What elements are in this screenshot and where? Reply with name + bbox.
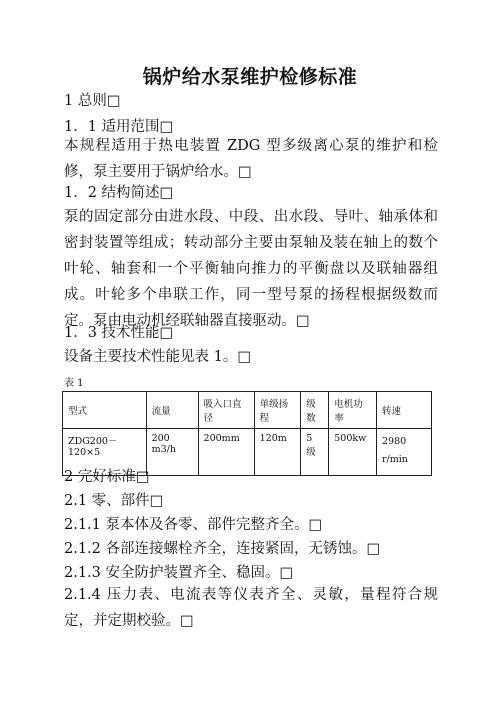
header-cell: 流量 bbox=[146, 392, 198, 429]
table-cell: 500kw bbox=[329, 429, 377, 476]
header-cell: 级数 bbox=[301, 392, 329, 429]
header-cell: 型式 bbox=[63, 392, 147, 429]
table-cell: 120m bbox=[254, 429, 301, 476]
section-1-3-heading: 1．3 技术性能□ bbox=[64, 325, 174, 341]
header-cell: 电机功率 bbox=[329, 392, 377, 429]
structure-paragraph: 泵的固定部分由进水段、中段、出水段、导叶、轴承体和密封装置等组成；转动部分主要由泵轴及装在轴上的数个叶轮、轴套和一个平衡轴向推力的平衡盘以及联轴器组成。叶轮多个串联工作，同一型号泵的扬程根据级数而定。泵由电动机经联轴器直接驱动。□ bbox=[64, 209, 438, 329]
item-2-1-4: 2.1.4 压力表、电流表等仪表齐全、灵敏，量程符合规定，并定期校验。□ bbox=[64, 587, 438, 629]
table-cell: 200mm bbox=[198, 429, 254, 476]
section-2-heading: 2 完好标准□ bbox=[64, 469, 150, 485]
document-title: 锅炉给水泵维护检修标准 bbox=[142, 66, 358, 88]
header-cell: 吸入口直径 bbox=[198, 392, 254, 429]
item-2-1-1: 2.1.1 泵本体及各零、部件完整齐全。□ bbox=[64, 517, 323, 533]
section-1-heading: 1 总则□ bbox=[64, 93, 121, 109]
scope-paragraph: 本规程适用于热电装置 ZDG 型多级离心泵的维护和检修，泵主要用于锅炉给水。□ bbox=[64, 138, 438, 180]
section-1-1-heading: 1．1 适用范围□ bbox=[64, 119, 174, 135]
header-cell: 单级扬程 bbox=[254, 392, 301, 429]
table-cell: 200 m3/h bbox=[146, 429, 198, 476]
table-header-row bbox=[63, 392, 432, 429]
item-2-1-2: 2.1.2 各部连接螺栓齐全，连接紧固，无锈蚀。□ bbox=[64, 541, 381, 557]
section-2-1-heading: 2.1 零、部件□ bbox=[64, 493, 164, 509]
header-cell: 转速 bbox=[377, 392, 432, 429]
table-cell: ZDG200－120×5 bbox=[63, 429, 147, 476]
table-caption: 表 1 bbox=[64, 378, 84, 389]
table-cell: 2980 r/min bbox=[377, 429, 432, 476]
table-cell: 5 级 bbox=[301, 429, 329, 476]
performance-paragraph: 设备主要技术性能见表 1。□ bbox=[64, 349, 252, 365]
item-2-1-3: 2.1.3 安全防护装置齐全、稳固。□ bbox=[64, 565, 294, 581]
section-1-2-heading: 1．2 结构简述□ bbox=[64, 185, 174, 201]
